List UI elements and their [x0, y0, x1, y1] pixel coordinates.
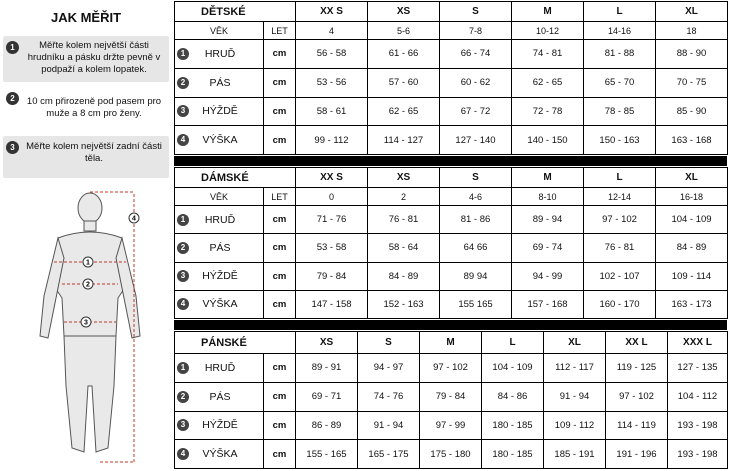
women-size-header: XS [368, 168, 440, 188]
kids-chest-cell: 88 - 90 [656, 40, 728, 69]
men-height-cell: 191 - 196 [606, 440, 668, 469]
kids-age-cell: 7-8 [440, 22, 512, 40]
kids-chest-cell: 66 - 74 [440, 40, 512, 69]
men-size-header: XX L [606, 332, 668, 354]
women-waist-cell: 58 - 64 [368, 234, 440, 262]
figure-marker-3: 3 [84, 319, 88, 327]
men-size-header: XXX L [668, 332, 728, 354]
women-chest-cell: 71 - 76 [296, 206, 368, 234]
size-tables [172, 0, 729, 471]
hips-label [175, 262, 264, 290]
kids-age-cell: 18 [656, 22, 728, 40]
height-number: 4 [177, 134, 189, 146]
figure-marker-2: 2 [86, 281, 90, 289]
men-waist-cell: 91 - 94 [544, 382, 606, 411]
waist-number: 2 [177, 77, 189, 89]
unit-cell: cm [264, 234, 296, 262]
kids-size-header: XS [368, 2, 440, 22]
hips-name: HÝŽDĚ [202, 419, 238, 432]
kids-chest-cell: 56 - 58 [296, 40, 368, 69]
men-hips-cell: 180 - 185 [482, 411, 544, 440]
women-height-cell: 152 - 163 [368, 290, 440, 318]
height-name: VÝŠKA [202, 448, 238, 461]
kids-waist-cell: 70 - 75 [656, 68, 728, 97]
kids-hips-cell: 78 - 85 [584, 97, 656, 126]
men-chest-row [175, 354, 728, 383]
men-height-cell: 175 - 180 [420, 440, 482, 469]
men-hips-cell: 193 - 198 [668, 411, 728, 440]
women-hips-cell: 89 94 [440, 262, 512, 290]
women-waist-cell: 64 66 [440, 234, 512, 262]
height-label [175, 126, 264, 155]
section-divider [174, 320, 727, 330]
men-chest-cell: 127 - 135 [668, 354, 728, 383]
kids-size-header: M [512, 2, 584, 22]
women-size-table [174, 167, 728, 319]
waist-label [175, 382, 264, 411]
women-chest-cell: 76 - 81 [368, 206, 440, 234]
chest-label [175, 354, 264, 383]
women-age-cell: 16-18 [656, 188, 728, 206]
men-chest-cell: 112 - 117 [544, 354, 606, 383]
kids-chest-cell: 61 - 66 [368, 40, 440, 69]
men-waist-cell: 74 - 76 [358, 382, 420, 411]
unit-cell: cm [264, 68, 296, 97]
women-chest-cell: 89 - 94 [512, 206, 584, 234]
kids-size-header: XX S [296, 2, 368, 22]
men-waist-cell: 97 - 102 [606, 382, 668, 411]
women-size-header: XX S [296, 168, 368, 188]
men-chest-cell: 104 - 109 [482, 354, 544, 383]
women-hips-cell: 79 - 84 [296, 262, 368, 290]
unit-cell: cm [264, 354, 296, 383]
kids-waist-cell: 60 - 62 [440, 68, 512, 97]
unit-cell: cm [264, 126, 296, 155]
men-hips-row [175, 411, 728, 440]
men-size-table [174, 331, 728, 469]
figure-marker-4: 4 [132, 215, 136, 223]
height-label [175, 440, 264, 469]
kids-hips-cell: 67 - 72 [440, 97, 512, 126]
men-header-row [175, 332, 728, 354]
women-size-header: M [512, 168, 584, 188]
men-height-cell: 155 - 165 [296, 440, 358, 469]
men-waist-cell: 79 - 84 [420, 382, 482, 411]
men-chest-cell: 94 - 97 [358, 354, 420, 383]
waist-number: 2 [177, 391, 189, 403]
age-label: VĚK [175, 22, 264, 40]
men-hips-cell: 114 - 119 [606, 411, 668, 440]
men-waist-cell: 84 - 86 [482, 382, 544, 411]
step-text-1: Měřte kolem největší části hrudníku a pásku držte pevně v podpaží a kolem lopatek. [27, 40, 161, 75]
step-number-1: 1 [6, 41, 19, 54]
kids-size-header: L [584, 2, 656, 22]
chest-number: 1 [177, 48, 189, 60]
women-waist-cell: 76 - 81 [584, 234, 656, 262]
kids-waist-cell: 57 - 60 [368, 68, 440, 97]
men-hips-cell: 91 - 94 [358, 411, 420, 440]
men-waist-cell: 104 - 112 [668, 382, 728, 411]
men-waist-cell: 69 - 71 [296, 382, 358, 411]
hips-label [175, 97, 264, 126]
measure-step-2 [3, 92, 169, 126]
unit-cell: cm [264, 290, 296, 318]
women-size-header: XL [656, 168, 728, 188]
men-chest-cell: 89 - 91 [296, 354, 358, 383]
women-size-header: L [584, 168, 656, 188]
waist-name: PÁS [209, 76, 231, 89]
height-label [175, 290, 264, 318]
kids-waist-cell: 65 - 70 [584, 68, 656, 97]
unit-cell: cm [264, 97, 296, 126]
step-number-2: 2 [6, 92, 19, 105]
kids-age-cell: 10-12 [512, 22, 584, 40]
women-chest-cell: 97 - 102 [584, 206, 656, 234]
waist-name: PÁS [209, 241, 231, 254]
women-chest-cell: 104 - 109 [656, 206, 728, 234]
women-size-header: S [440, 168, 512, 188]
height-name: VÝŠKA [202, 298, 238, 311]
step-text-3: Měřte kolem největší zadní části těla. [26, 141, 162, 164]
women-waist-cell: 69 - 74 [512, 234, 584, 262]
women-age-cell: 0 [296, 188, 368, 206]
age-label: VĚK [175, 188, 264, 206]
women-chest-cell: 81 - 86 [440, 206, 512, 234]
men-size-header: S [358, 332, 420, 354]
men-hips-cell: 86 - 89 [296, 411, 358, 440]
measure-step-1 [3, 36, 169, 82]
unit-cell: cm [264, 382, 296, 411]
women-hips-cell: 94 - 99 [512, 262, 584, 290]
men-hips-cell: 109 - 112 [544, 411, 606, 440]
chest-label [175, 40, 264, 69]
kids-section-title: DĚTSKÉ [175, 2, 296, 22]
men-height-cell: 193 - 198 [668, 440, 728, 469]
kids-height-cell: 150 - 163 [584, 126, 656, 155]
height-number: 4 [177, 298, 189, 310]
kids-waist-cell: 53 - 56 [296, 68, 368, 97]
women-waist-cell: 53 - 58 [296, 234, 368, 262]
women-header-row [175, 168, 728, 188]
women-height-cell: 155 165 [440, 290, 512, 318]
men-chest-cell: 97 - 102 [420, 354, 482, 383]
women-hips-cell: 109 - 114 [656, 262, 728, 290]
measure-step-3 [3, 136, 169, 178]
height-name: VÝŠKA [202, 134, 238, 147]
women-hips-row [175, 262, 728, 290]
women-section-title: DÁMSKÉ [175, 168, 296, 188]
women-chest-row [175, 206, 728, 234]
kids-size-header: S [440, 2, 512, 22]
how-to-measure-panel [0, 0, 172, 471]
hips-number: 3 [177, 419, 189, 431]
unit-cell: cm [264, 40, 296, 69]
figure-marker-1: 1 [86, 259, 90, 267]
women-height-cell: 147 - 158 [296, 290, 368, 318]
unit-cell: cm [264, 411, 296, 440]
men-height-cell: 180 - 185 [482, 440, 544, 469]
chest-label [175, 206, 264, 234]
hips-number: 3 [177, 270, 189, 282]
kids-age-cell: 14-16 [584, 22, 656, 40]
men-size-header: M [420, 332, 482, 354]
kids-size-table [174, 1, 728, 155]
men-height-row [175, 440, 728, 469]
women-age-cell: 4-6 [440, 188, 512, 206]
kids-hips-cell: 85 - 90 [656, 97, 728, 126]
men-section-title: PÁNSKÉ [175, 332, 296, 354]
height-number: 4 [177, 448, 189, 460]
chest-name: HRUĎ [204, 361, 236, 374]
men-size-header: XL [544, 332, 606, 354]
hips-number: 3 [177, 105, 189, 117]
kids-height-cell: 127 - 140 [440, 126, 512, 155]
women-height-cell: 157 - 168 [512, 290, 584, 318]
women-waist-cell: 84 - 89 [656, 234, 728, 262]
kids-size-header: XL [656, 2, 728, 22]
kids-height-cell: 163 - 168 [656, 126, 728, 155]
waist-name: PÁS [209, 390, 231, 403]
kids-header-row [175, 2, 728, 22]
kids-age-row [175, 22, 728, 40]
women-height-cell: 163 - 173 [656, 290, 728, 318]
kids-waist-row [175, 68, 728, 97]
hips-label [175, 411, 264, 440]
men-size-header: XS [296, 332, 358, 354]
kids-hips-cell: 62 - 65 [368, 97, 440, 126]
women-age-cell: 2 [368, 188, 440, 206]
kids-height-cell: 114 - 127 [368, 126, 440, 155]
kids-height-cell: 99 - 112 [296, 126, 368, 155]
kids-hips-row [175, 97, 728, 126]
kids-height-cell: 140 - 150 [512, 126, 584, 155]
waist-number: 2 [177, 242, 189, 254]
kids-chest-row [175, 40, 728, 69]
women-age-row [175, 188, 728, 206]
men-chest-cell: 119 - 125 [606, 354, 668, 383]
kids-age-cell: 5-6 [368, 22, 440, 40]
hips-name: HÝŽDĚ [202, 270, 238, 283]
how-to-measure-title: JAK MĚŘIT [50, 10, 122, 25]
men-size-header: L [482, 332, 544, 354]
chest-number: 1 [177, 362, 189, 374]
women-hips-cell: 84 - 89 [368, 262, 440, 290]
kids-hips-cell: 72 - 78 [512, 97, 584, 126]
kids-chest-cell: 74 - 81 [512, 40, 584, 69]
unit-cell: cm [264, 440, 296, 469]
waist-label [175, 234, 264, 262]
waist-label [175, 68, 264, 97]
kids-age-cell: 4 [296, 22, 368, 40]
kids-waist-cell: 62 - 65 [512, 68, 584, 97]
chest-number: 1 [177, 214, 189, 226]
years-label: LET [264, 188, 296, 206]
women-age-cell: 8-10 [512, 188, 584, 206]
men-height-cell: 185 - 191 [544, 440, 606, 469]
years-label: LET [264, 22, 296, 40]
chest-name: HRUĎ [204, 47, 236, 60]
unit-cell: cm [264, 206, 296, 234]
women-age-cell: 12-14 [584, 188, 656, 206]
women-hips-cell: 102 - 107 [584, 262, 656, 290]
kids-chest-cell: 81 - 88 [584, 40, 656, 69]
women-waist-row [175, 234, 728, 262]
chest-name: HRUĎ [204, 213, 236, 226]
kids-height-row [175, 126, 728, 155]
kids-hips-cell: 58 - 61 [296, 97, 368, 126]
step-number-3: 3 [6, 141, 19, 154]
body-figure-illustration [30, 186, 150, 468]
men-height-cell: 165 - 175 [358, 440, 420, 469]
women-height-row [175, 290, 728, 318]
step-text-2: 10 cm přirozeně pod pasem pro muže a 8 cm pro ženy. [26, 96, 162, 119]
section-divider [174, 156, 727, 166]
unit-cell: cm [264, 262, 296, 290]
men-waist-row [175, 382, 728, 411]
women-height-cell: 160 - 170 [584, 290, 656, 318]
hips-name: HÝŽDĚ [202, 105, 238, 118]
men-hips-cell: 97 - 99 [420, 411, 482, 440]
